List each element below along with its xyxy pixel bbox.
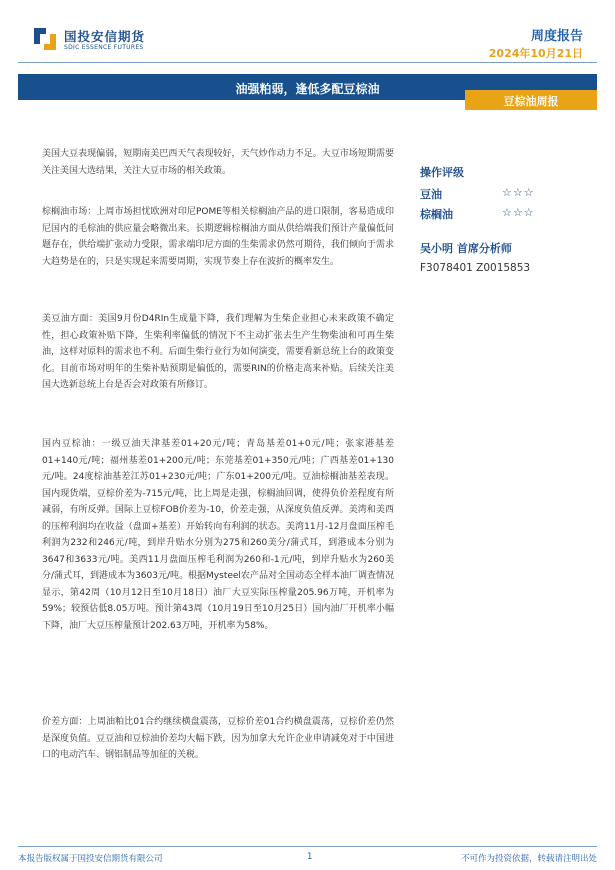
- report-type: 周度报告: [530, 29, 583, 44]
- rating-row-palm-oil: [420, 206, 580, 222]
- report-date: 2024年10月21日: [488, 47, 583, 60]
- footer-copyright: 本报告版权属于国投安信期货有限公司: [18, 854, 163, 864]
- paragraph-domestic: 国内豆棕油：一级豆油天津基差01+20元/吨；青岛基差01+0元/吨；张家港基差01+140元/吨；福州基差01+200元/吨；东莞基差01+350元/吨；广西基差01+130元/吨。24度棕油基差江苏01+230元/吨；广东01+200元/吨。豆油棕榈油基差表现。国内现货端，豆棕价差为-715元/吨，比上周是走强，棕榈油回调，使得负价差程度有所减弱，有所反弹。国际上豆棕FOB价差为-10，价差走强，从深度负值反弹。美湾和美西的压榨利润均在收益（盘面+基差）开始转向有利润的状态。美湾11月-12月盘面压榨毛利润为232和246元/吨，到岸升贴水分别为275和260美分/蒲式耳，到港成本分别为3647和3633元/吨。美西11月盘面压榨毛利润为260和-1元/吨，到岸升贴水为260美分/蒲式耳，到港成本为3603元/吨。根据Mysteel农产品对全国动态全样本油厂调查情况显示，第42周（10月12日至10月18日）油厂大豆实际压榨量205.96万吨，开机率为59%；较预估低8.05万吨。预计第43周（10月19日至10月25日）国内油厂开机率小幅下降，油厂大豆压榨量预计202.63万吨，开机率为58%。: [42, 439, 394, 631]
- star-rating-icon: ☆☆☆: [502, 186, 535, 199]
- star-rating-icon: ☆☆☆: [502, 206, 535, 219]
- analyst-certificate: F3078401 Z0015853: [420, 262, 531, 274]
- paragraph-spread: 价差方面：上周油粕比01合约继续横盘震荡，豆棕价差01合约横盘震荡，豆棕价差仍然是深度负值。豆豆油和豆棕油价差均大幅下跌，因为加拿大允许企业申请减免对于中国进口的电动汽车、钢铝制品等加征的关税。: [42, 717, 394, 760]
- paragraph-soybean: 美国大豆表现偏弱，短期南美巴西天气表现较好，天气炒作动力不足。大豆市场短期需要关注美国大选结果，关注大豆市场的相关政策。: [42, 149, 394, 176]
- rating-row-soyoil: [420, 186, 580, 202]
- footer-divider: [18, 846, 597, 847]
- analyst-name: 吴小明 首席分析师: [420, 242, 512, 255]
- paragraph-us-soyoil: 美豆油方面：美国9月份D4RIn生成量下降，我们理解为生柴企业担心未来政策不确定性，担心政策补贴下降，生柴利率偏低的情况下不主动扩张去生产生物柴油和可再生柴油，这样对原料的需求也不利。后面生柴行业行为如何演变，需要看新总统上台的政策变化。目前市场对明年的生柴补贴预期是偏低的，需要RIN的价格走高来补贴。后续关注美国大选新总统上台是否会对政策有所修订。: [42, 314, 394, 390]
- paragraph-palm-oil: 棕榈油市场：上周市场担忧欧洲对印尼POME等相关棕榈油产品的进口限制，客易造成印尼国内的毛棕油的供应量会略微出来。长期逻辑棕榈油方面从供给端我们预计产量偏低问题存在，供给端扩张动力受限，需求端印尼方面的生柴需求仍然可期待，我们倾向于需求大趋势是在的，只是实现起来需要周期，实现节奏上存在波折的概率发生。: [42, 207, 394, 267]
- header-divider: [18, 62, 597, 63]
- logo-text-en: SDIC ESSENCE FUTURES: [64, 44, 144, 51]
- rating-name: 棕榈油: [420, 208, 453, 221]
- page-number: 1: [307, 852, 313, 862]
- logo-text-cn: 国投安信期货: [64, 29, 146, 44]
- report-tag: 豆棕油周报: [503, 95, 559, 108]
- footer-disclaimer: 不可作为投资依据，转载请注明出处: [460, 854, 597, 864]
- logo-mark-icon: [32, 26, 58, 52]
- rating-title: 操作评级: [420, 166, 464, 179]
- rating-name: 豆油: [420, 188, 442, 201]
- company-logo: [32, 26, 202, 56]
- report-title: 油强粕弱，逢低多配豆棕油: [235, 82, 380, 96]
- report-tag-banner: [465, 90, 597, 110]
